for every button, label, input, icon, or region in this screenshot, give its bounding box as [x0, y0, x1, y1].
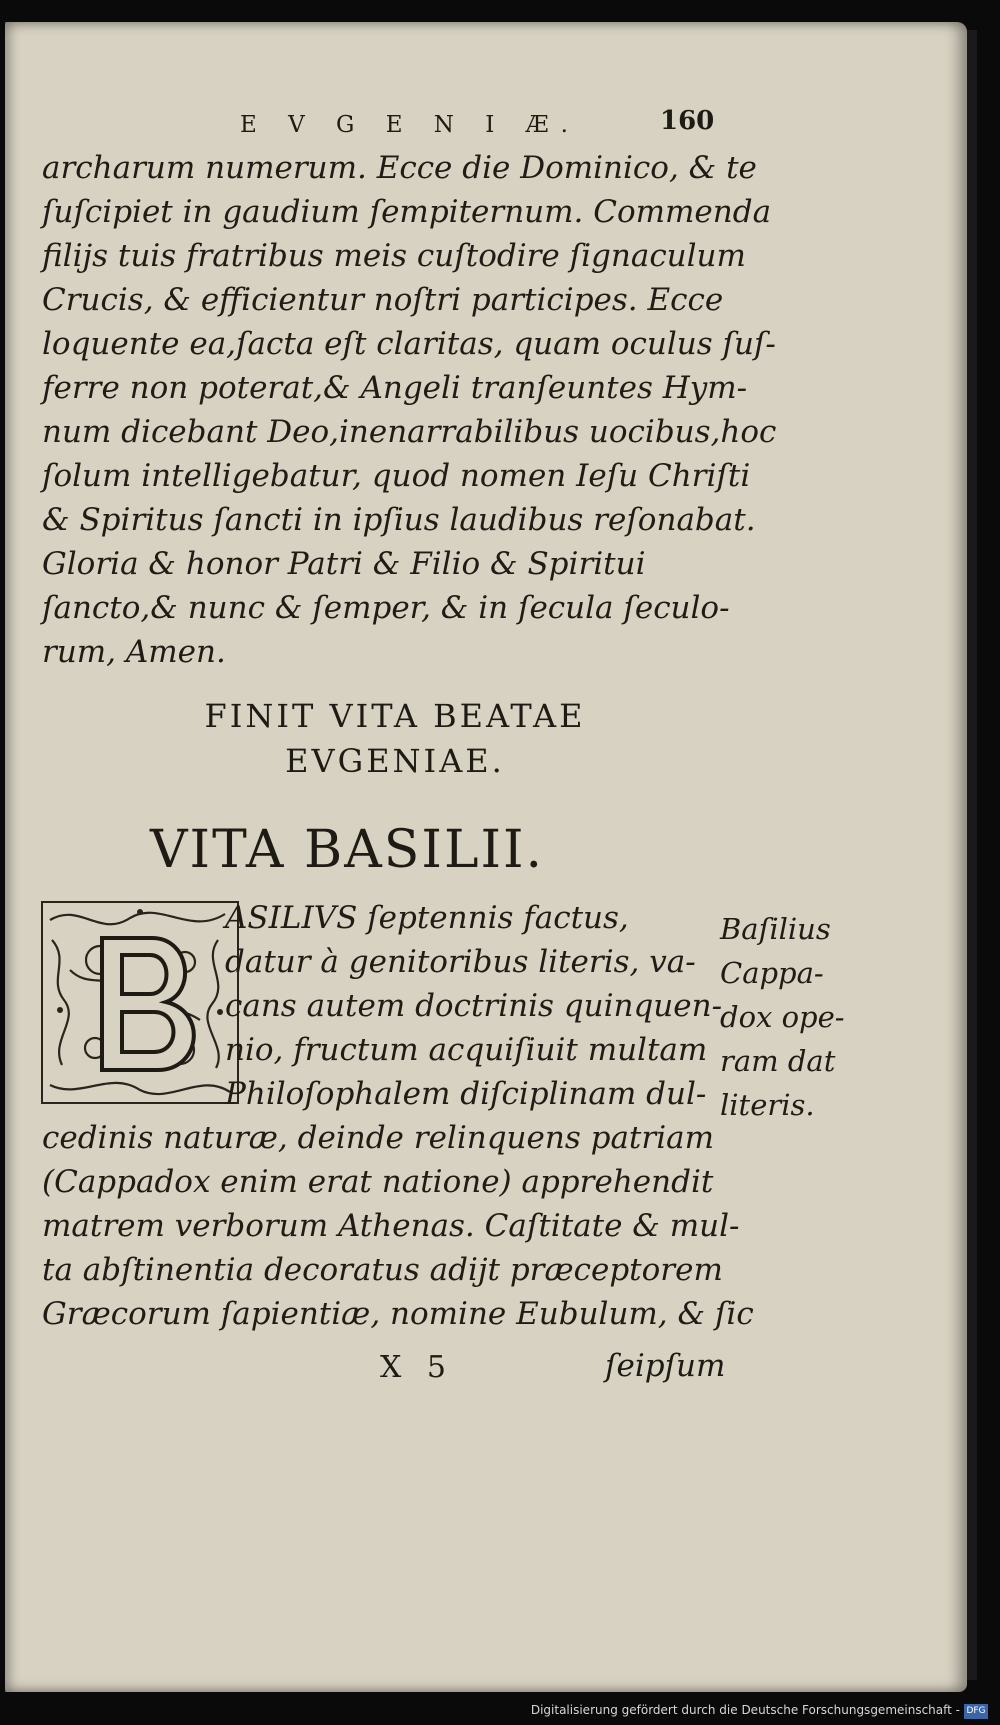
text-line: datur à genitoribus literis, va-	[225, 944, 696, 980]
page-edge-shadow	[967, 30, 977, 1680]
text-line: filijs tuis fratribus meis cuſtodire ſignaculum	[42, 238, 746, 274]
text-line: matrem verborum Athenas. Caſtitate & mul-	[42, 1208, 740, 1244]
text-line: ſancto,& nunc & ſemper, & in ſecula ſeculo-	[42, 590, 730, 626]
running-head-title: E V G E N I Æ.	[240, 112, 580, 138]
text-line: Crucis, & efficientur noſtri participes. Ecce	[42, 282, 724, 318]
margin-note	[720, 912, 880, 1132]
text-line: cans autem doctrinis quinquen-	[225, 988, 723, 1024]
text-line: Philoſophalem diſciplinam dul-	[225, 1076, 707, 1112]
text-line: archarum numerum. Ecce die Dominico, & te	[42, 150, 757, 186]
finit-line-1: FINIT VITA BEATAE	[204, 697, 586, 735]
text-line: num dicebant Deo,inenarrabilibus uocibus,hoc	[42, 414, 777, 450]
text-line: rum, Amen.	[42, 634, 226, 670]
margin-note-line: literis.	[720, 1088, 815, 1122]
text-line: Græcorum ſapientiæ, nomine Eubulum, & ſic	[42, 1296, 754, 1332]
text-line: ſolum intelligebatur, quod nomen Ieſu Chriſti	[42, 458, 751, 494]
text-line: cedinis naturæ, deinde relinquens patriam	[42, 1120, 714, 1156]
text-line: Gloria & honor Patri & Filio & Spiritui	[42, 546, 646, 582]
margin-note-line: Baſilius	[720, 912, 831, 946]
text-line: (Cappadox enim erat natione) apprehendit	[42, 1164, 714, 1200]
text-line: ferre non poterat,& Angeli tranſeuntes Hym-	[42, 370, 748, 406]
chapter-heading: VITA BASILII.	[150, 820, 545, 880]
folio-number: 160	[660, 106, 715, 136]
text-line: ta abſtinentia decoratus adijt præceptorem	[42, 1252, 723, 1288]
dfg-logo: DFG	[964, 1704, 988, 1719]
catchword: ſeipſum	[605, 1348, 726, 1384]
margin-note-line: dox ope-	[720, 1000, 845, 1034]
text-line: & Spiritus ſancti in ipſius laudibus reſonabat.	[42, 502, 756, 538]
margin-note-line: Cappa-	[720, 956, 824, 990]
decorated-initial-b-icon	[40, 900, 240, 1105]
margin-note-line: ram dat	[720, 1044, 836, 1078]
finit-line-2: EVGENIAE.	[285, 742, 505, 780]
signature-mark: X 5	[380, 1350, 454, 1385]
digitization-credit: Digitalisierung gefördert durch die Deutsche Forschungsgemeinschaft -	[530, 1703, 960, 1717]
text-line: nio, fructum acquiſiuit multam	[225, 1032, 708, 1068]
text-line: ſuſcipiet in gaudium ſempiternum. Commenda	[42, 194, 772, 230]
text-line: loquente ea,ſacta eſt claritas, quam oculus ſuſ-	[42, 326, 776, 362]
text-line: ASILIVS ſeptennis factus,	[225, 900, 629, 936]
